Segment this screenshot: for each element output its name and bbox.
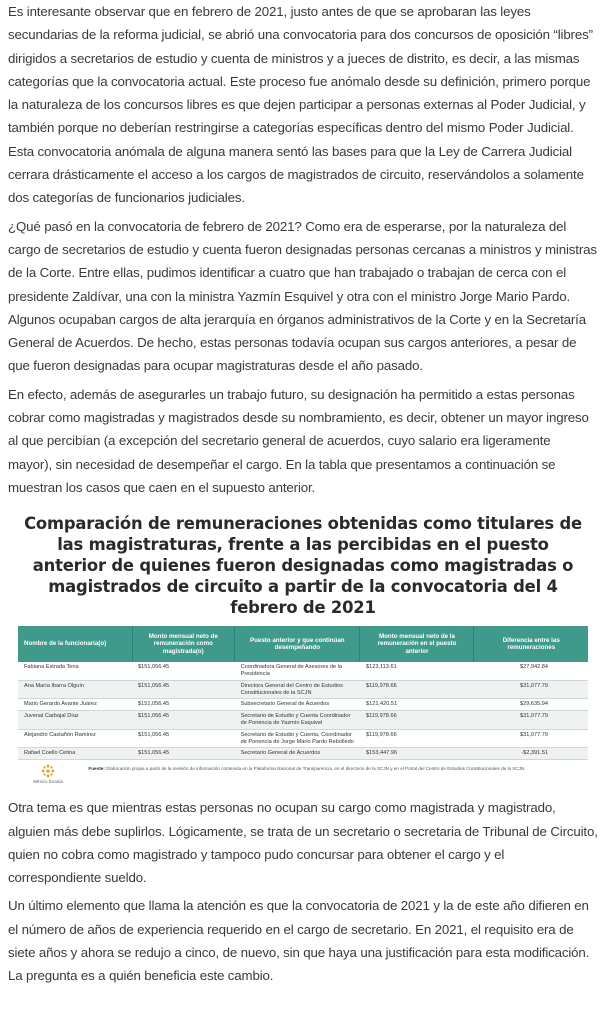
figure-source: [66, 766, 588, 772]
cell-monto: $151,056.45: [132, 711, 235, 730]
cell-name: Alejandro Castañón Ramírez: [18, 729, 132, 748]
cell-diferencia: $31,077.79: [474, 729, 588, 748]
column-header-anterior: Monto mensual neto de la remuneración en el puesto anterior: [360, 626, 474, 662]
table-row: [18, 662, 588, 680]
cell-diferencia: $31,077.79: [474, 711, 588, 730]
cell-anterior: $153,447.96: [360, 748, 474, 760]
cell-monto: $151,056.45: [132, 680, 235, 699]
logo-text: México Evalúa: [33, 779, 63, 785]
source-label: Fuente:: [88, 766, 106, 772]
table-row: [18, 699, 588, 711]
cell-name: Juvenal Carbajal Díaz: [18, 711, 132, 730]
cell-anterior: $119,978.66: [360, 711, 474, 730]
cell-name: Ana María Ibarra Olguín: [18, 680, 132, 699]
cell-anterior: $119,978.66: [360, 729, 474, 748]
cell-puesto: Subsecretario General de Acuerdos: [235, 699, 360, 711]
cell-puesto: Secretario de Estudio y Cuenta Coordinador de Ponencia de Yazmín Esquivel: [235, 711, 360, 730]
cell-monto: $151,056.45: [132, 699, 235, 711]
table-row: [18, 748, 588, 760]
cell-puesto: Secretario de Estudio y Cuenta, Coordinador de Ponencia de Jorge Mario Pardo Rebolledo: [235, 729, 360, 748]
cell-monto: $151,056.45: [132, 748, 235, 760]
column-header-puesto: Puesto anterior y que continúan desempeñando: [235, 626, 360, 662]
cell-puesto: Directora General del Centro de Estudios Constitucionales de la SCJN: [235, 680, 360, 699]
cell-anterior: $123,113.61: [360, 662, 474, 680]
paragraph: Otra tema es que mientras estas personas no ocupan su cargo como magistrada y magistrado, alguien más debe suplirlos. Lógicamente, se trata de un secretario o secretaria de Tribunal de Circuito, quien no cobra como magistrado y tampoco pudo concursar para obtener el cargo y el correspondiente sueldo.: [8, 800, 598, 886]
figure-footer: [30, 764, 588, 784]
figure-title: Comparación de remuneraciones obtenidas como titulares de las magistraturas, frente a las percibidas en el puesto anterior de quienes fueron designadas como magistradas o magistrados de circuito a partir de la convocatoria del 4 febrero de 2021: [24, 514, 582, 618]
cell-monto: $151,056.45: [132, 662, 235, 680]
table-row: [18, 711, 588, 730]
table-header-row: [18, 626, 588, 662]
column-header-name: Nombre de la funcionaria(o): [18, 626, 132, 662]
mexico-evalua-logo: [30, 764, 66, 784]
cell-name: Mario Gerardo Avante Juárez: [18, 699, 132, 711]
paragraph: Un último elemento que llama la atención es que la convocatoria de 2021 y la de este año difieren en el número de años de experiencia requerido en el cargo de secretario. En 2021, el requisito era de siete años y ahora se redujo a cinco, de nuevo, sin que haya una justificación para esta modificación. La pregunta es a quién beneficia este cambio.: [8, 898, 590, 984]
cell-diferencia: -$2,391.51: [474, 748, 588, 760]
paragraph: En efecto, además de asegurarles un trabajo futuro, su designación ha permitido a estas personas cobrar como magistradas y magistrados desde su nombramiento, es decir, obtener un mayor ingreso al que percibían (a excepción del secretario general de acuerdos, cuyo salario era ligeramente mayor), sin necesidad de desempeñar el cargo. En la tabla que presentamos a continuación se muestran los casos que caen en el supuesto anterior.: [8, 386, 589, 495]
cell-anterior: $119,978.66: [360, 680, 474, 699]
cell-puesto: Secretario General de Acuerdos: [235, 748, 360, 760]
cell-anterior: $121,420.51: [360, 699, 474, 711]
source-text: Elaboración propia a partir de la revisión de información contenida en la Plataforma Nacional de Transparencia, en el directorio de la SCJN y en el Portal del Centro de Estudios Constitucionales de la SCJN.: [106, 766, 526, 772]
table-row: [18, 729, 588, 748]
table-row: [18, 680, 588, 699]
cell-diferencia: $31,077.79: [474, 680, 588, 699]
cell-monto: $151,056.45: [132, 729, 235, 748]
paragraph: ¿Qué pasó en la convocatoria de febrero de 2021? Como era de esperarse, por la naturaleza del cargo de secretarios de estudio y cuenta fueron designadas personas cercanas a ministros y ministras de la Corte. Entre ellas, pudimos identificar a cuatro que han trabajado o trabajan de cerca con el presidente Zaldívar, una con la ministra Yazmín Esquivel y otra con el ministro Jorge Mario Pardo. Algunos ocupaban cargos de alta jerarquía en órganos administrativos de la Corte y en la Secretaría General de Acuerdos. De hecho, estas personas todavía ocupan sus cargos anteriores, a pesar de que fueron designadas para ocupar magistraturas desde el año pasado.: [8, 218, 597, 374]
cell-name: Fabiana Estrada Tena: [18, 662, 132, 680]
cell-diferencia: $27,942.84: [474, 662, 588, 680]
cell-diferencia: $29,635.94: [474, 699, 588, 711]
column-header-diferencia: Diferencia entre las remuneraciones: [474, 626, 588, 662]
column-header-monto: Monto mensual neto de remuneración como magistrada(o): [132, 626, 235, 662]
remuneration-figure: [8, 513, 598, 784]
logo-star-icon: [41, 764, 55, 778]
paragraph: Es interesante observar que en febrero de 2021, justo antes de que se aprobaran las leyes secundarias de la reforma judicial, se abrió una convocatoria para dos concursos de oposición “libres” dirigidos a secretarios de estudio y cuenta de ministros y a jueces de distrito, es decir, a las mismas categorías que la convocatoria actual. Este proceso fue anómalo desde su definición, primero porque la naturaleza de los concursos libres es que dejen participar a personas externas al Poder Judicial, y también porque no deberían restringirse a categorías específicas dentro del mismo Poder Judicial. Esta convocatoria anómala de alguna manera sentó las bases para que la Ley de Carrera Judicial cerrara drásticamente el acceso a los cargos de magistrados de circuito, reservándolos a solamente dos categorías de funcionarios judiciales.: [8, 4, 593, 206]
cell-name: Rafael Coello Cetina: [18, 748, 132, 760]
remuneration-table: [18, 626, 588, 760]
cell-puesto: Coordinadora General de Asesores de la Presidencia: [235, 662, 360, 680]
